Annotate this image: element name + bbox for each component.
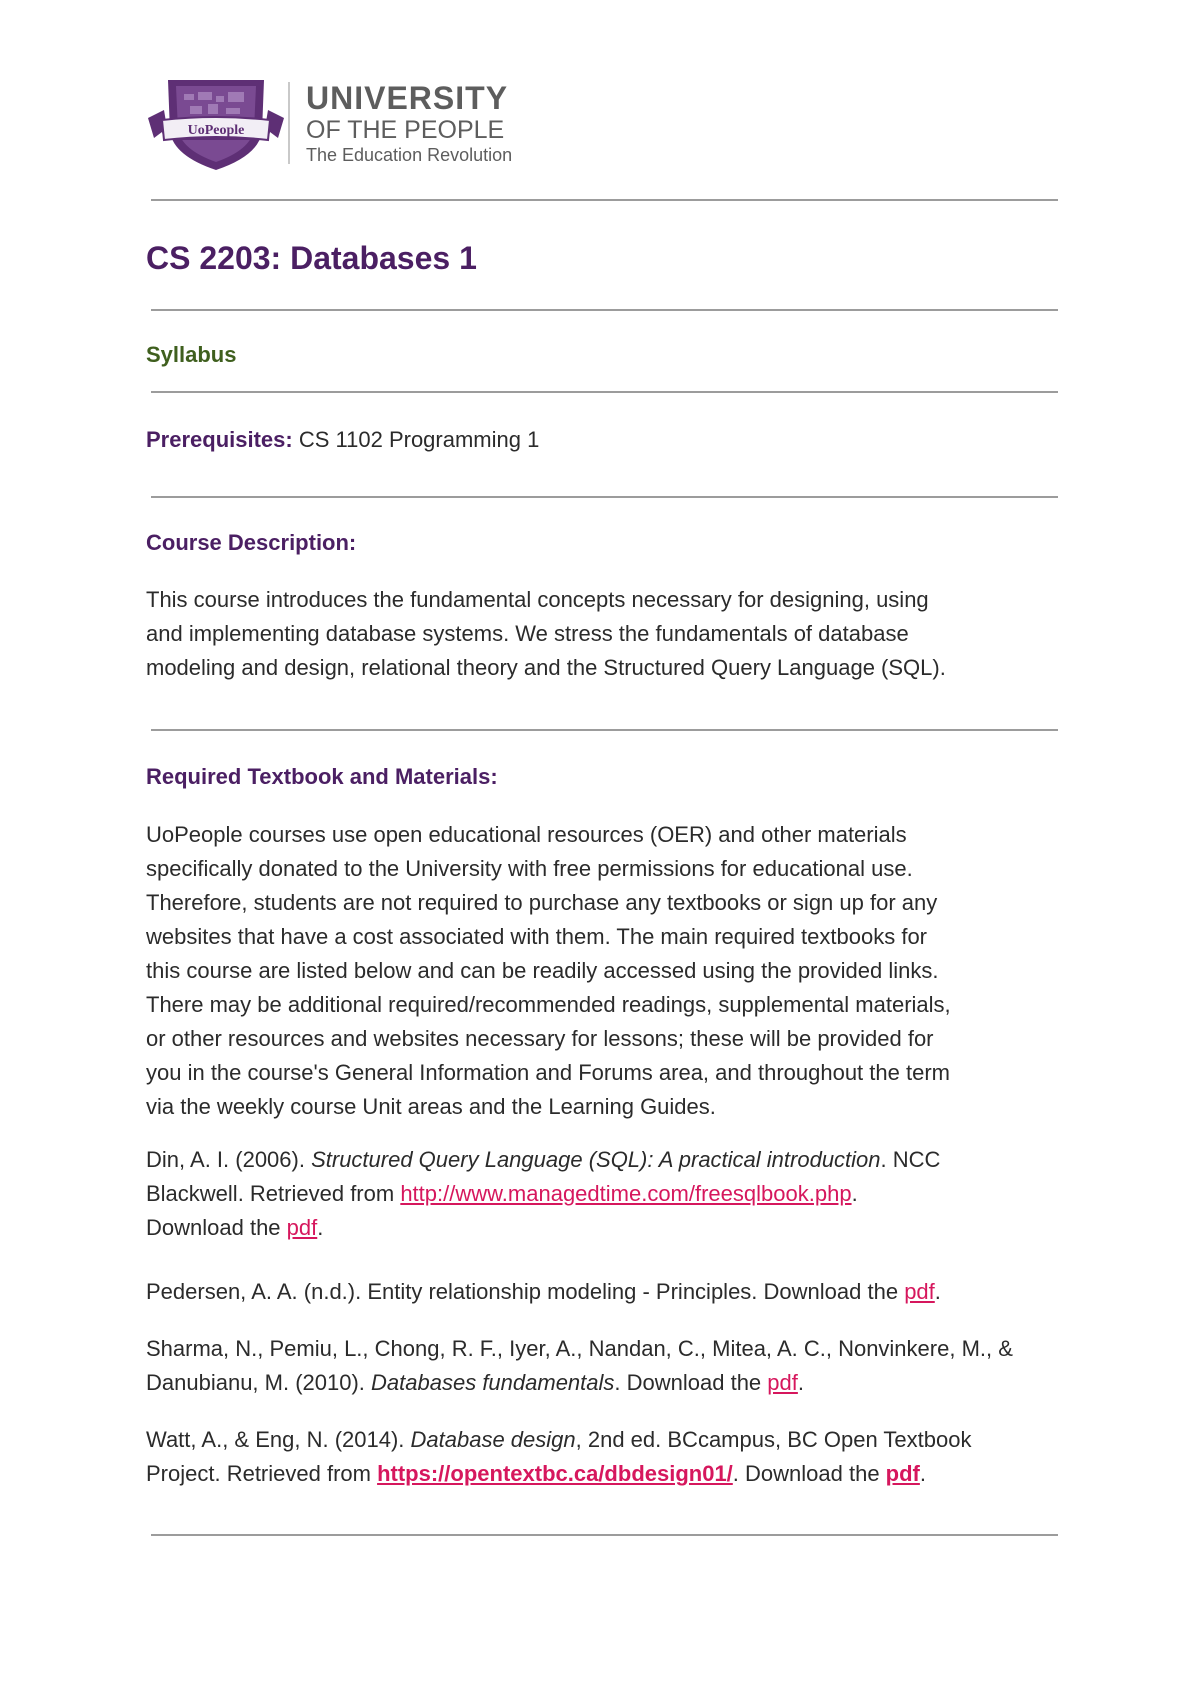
materials-heading: Required Textbook and Materials:	[146, 764, 498, 789]
ref-text: .	[797, 1370, 804, 1395]
reference-din	[146, 1143, 1066, 1245]
ref-text: Blackwell. Retrieved from	[146, 1181, 401, 1206]
divider	[151, 309, 1058, 311]
divider	[151, 391, 1058, 393]
pedersen-pdf-link[interactable]: pdf	[904, 1279, 935, 1304]
ref-text: .	[317, 1215, 324, 1240]
prerequisites-label: Prerequisites:	[146, 427, 293, 452]
course-description-text	[146, 583, 1066, 685]
ref-text: Pedersen, A. A. (n.d.). Entity relationship modeling - Principles. Download the	[146, 1279, 905, 1304]
ref-text: . Download the	[614, 1370, 768, 1395]
ref-text: Danubianu, M. (2010).	[146, 1370, 372, 1395]
divider	[151, 729, 1058, 731]
logo-divider	[288, 82, 290, 164]
university-logo	[146, 74, 526, 174]
text-line: you in the course's General Information and Forums area, and throughout the term	[146, 1060, 950, 1085]
text-line: modeling and design, relational theory and the Structured Query Language (SQL).	[146, 655, 946, 680]
text-line: This course introduces the fundamental concepts necessary for designing, using	[146, 587, 929, 612]
text-line: There may be additional required/recommended readings, supplemental materials,	[146, 992, 951, 1017]
ref-title: Database design	[410, 1427, 576, 1452]
ref-title: Databases fundamentals	[371, 1370, 615, 1395]
prerequisites-value: CS 1102 Programming 1	[292, 427, 540, 452]
ref-text: .	[851, 1181, 858, 1206]
ref-text: , 2nd ed. BCcampus, BC Open Textbook	[575, 1427, 972, 1452]
divider	[151, 1534, 1058, 1536]
prerequisites	[146, 425, 539, 455]
ref-text: . NCC	[880, 1147, 941, 1172]
sharma-pdf-link[interactable]: pdf	[767, 1370, 798, 1395]
text-line: Therefore, students are not required to purchase any textbooks or sign up for any	[146, 890, 938, 915]
logo-tagline: The Education Revolution	[306, 145, 513, 165]
text-line: via the weekly course Unit areas and the Learning Guides.	[146, 1094, 716, 1119]
logo-line-1: UNIVERSITY	[306, 80, 509, 116]
ref-text: Download the	[146, 1215, 287, 1240]
ref-text: .	[934, 1279, 941, 1304]
reference-sharma	[146, 1332, 1066, 1400]
text-line: and implementing database systems. We stress the fundamentals of database	[146, 621, 909, 646]
ref-text: Sharma, N., Pemiu, L., Chong, R. F., Iyer, A., Nandan, C., Mitea, A. C., Nonvinkere, M., &	[146, 1336, 1013, 1361]
text-line: or other resources and websites necessary for lessons; these will be provided for	[146, 1026, 934, 1051]
logo-line-2: OF THE PEOPLE	[306, 116, 505, 144]
text-line: specifically donated to the University with free permissions for educational use.	[146, 856, 913, 881]
page-title: CS 2203: Databases 1	[146, 240, 477, 276]
divider	[151, 199, 1058, 201]
ref-text: Watt, A., & Eng, N. (2014).	[146, 1427, 411, 1452]
materials-text	[146, 818, 1066, 1124]
divider	[151, 496, 1058, 498]
ref-text: Project. Retrieved from	[146, 1461, 378, 1486]
course-description-heading: Course Description:	[146, 530, 357, 555]
ref-text: . Download the	[732, 1461, 886, 1486]
text-line: this course are listed below and can be readily accessed using the provided links.	[146, 958, 939, 983]
ref-title: Structured Query Language (SQL): A practical introduction	[311, 1147, 881, 1172]
ref-text: .	[919, 1461, 926, 1486]
ref-text: Din, A. I. (2006).	[146, 1147, 312, 1172]
uopeople-shield-icon	[146, 74, 286, 174]
text-line: websites that have a cost associated with them. The main required textbooks for	[146, 924, 927, 949]
managedtime-link[interactable]: http://www.managedtime.com/freesqlbook.php	[400, 1181, 852, 1206]
reference-pedersen	[146, 1275, 1066, 1309]
text-line: UoPeople courses use open educational resources (OER) and other materials	[146, 822, 907, 847]
reference-watt	[146, 1423, 1066, 1491]
badge-text: UoPeople	[187, 123, 245, 138]
watt-pdf-link[interactable]: pdf	[885, 1461, 920, 1486]
din-pdf-link[interactable]: pdf	[286, 1215, 318, 1240]
syllabus-label: Syllabus	[146, 342, 237, 367]
opentextbc-link[interactable]: https://opentextbc.ca/dbdesign01/	[377, 1461, 733, 1486]
